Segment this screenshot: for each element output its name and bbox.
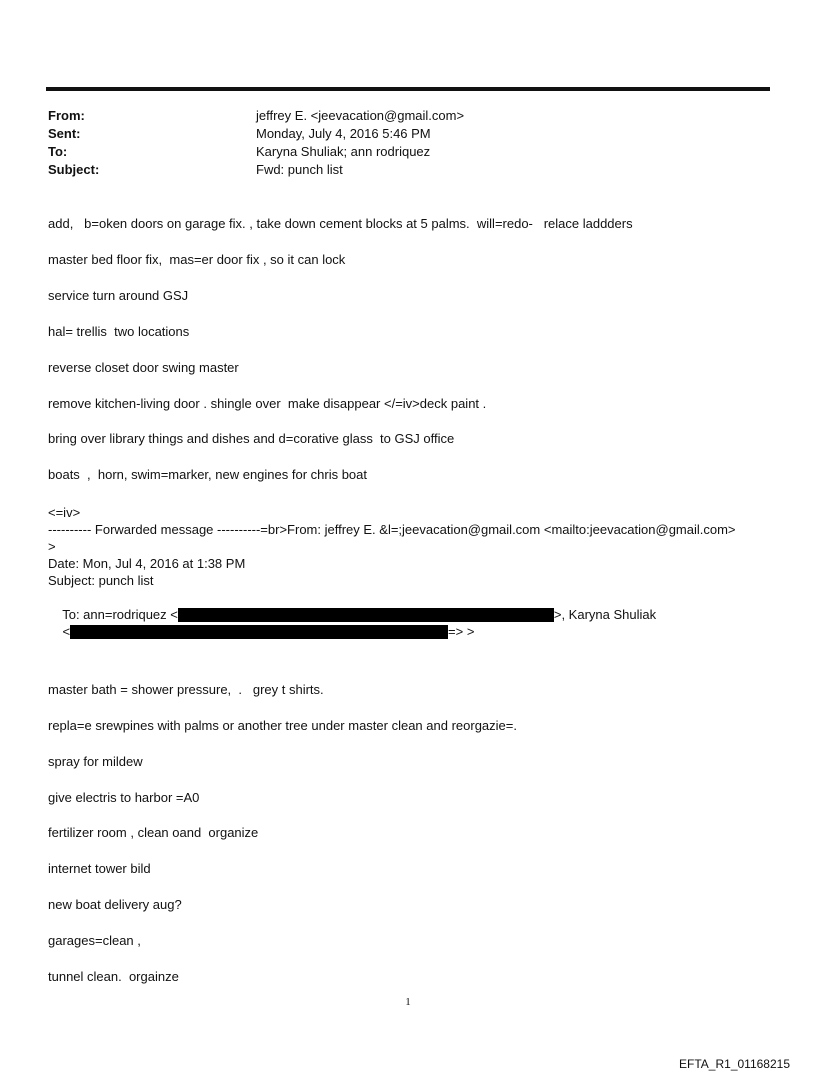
to-row: [48, 143, 768, 161]
body-line: garages=clean ,: [48, 933, 141, 948]
sent-value: Monday, July 4, 2016 5:46 PM: [256, 126, 431, 141]
forwarded-header-line: ---------- Forwarded message ----------=br>From: jeffrey E. &l=;jeevacation@gmail.com <mailto:jeevacation@gmail.com>: [48, 522, 736, 537]
body-line: give electris to harbor =A0: [48, 790, 200, 805]
subject-row: [48, 161, 768, 179]
to-label: To:: [48, 144, 68, 159]
forwarded-last-line: [48, 606, 778, 639]
forwarded-div-tag: <=iv>: [48, 505, 81, 520]
body-line: tunnel clean. orgainze: [48, 969, 179, 984]
body-line: boats , horn, swim=marker, new engines for chris boat: [48, 467, 368, 482]
document-id: EFTA_R1_01168215: [679, 1057, 790, 1071]
body-line: master bed floor fix, mas=er door fix , so it can lock: [48, 252, 346, 267]
body-line: hal= trellis two locations: [48, 324, 190, 339]
body-line: repla=e srewpines with palms or another tree under master clean and reorgazie=.: [48, 718, 517, 733]
body-line: add, b=oken doors on garage fix. , take down cement blocks at 5 palms. will=redo- relace laddders: [48, 216, 633, 231]
body-line: new boat delivery aug?: [48, 897, 182, 912]
top-divider: [46, 87, 770, 91]
body-line: fertilizer room , clean oand organize: [48, 825, 259, 840]
forwarded-to-prefix: To: ann=rodriquez <: [62, 607, 178, 622]
body-line: remove kitchen-living door . shingle over make disappear </=iv>deck paint .: [48, 396, 487, 411]
forwarded-to-middle: >, Karyna Shuliak: [553, 607, 657, 622]
page-number: 1: [405, 996, 411, 1008]
body-line: reverse closet door swing master: [48, 360, 239, 375]
subject-value: Fwd: punch list: [256, 162, 343, 177]
sent-label: Sent:: [48, 126, 81, 141]
forwarded-last-suffix: => >: [448, 624, 475, 639]
body-line: bring over library things and dishes and d=corative glass to GSJ office: [48, 431, 455, 446]
body-line: spray for mildew: [48, 754, 143, 769]
to-value: Karyna Shuliak; ann rodriquez: [256, 144, 431, 159]
sent-row: [48, 125, 768, 143]
forwarded-to-line: [48, 589, 778, 622]
redaction-bar: [70, 625, 448, 639]
from-value: jeffrey E. <jeevacation@gmail.com>: [256, 108, 465, 123]
body-line: master bath = shower pressure, . grey t shirts.: [48, 682, 324, 697]
forwarded-subject: Subject: punch list: [48, 573, 154, 588]
email-header: [48, 107, 768, 179]
forwarded-message: [48, 504, 778, 639]
forwarded-date: Date: Mon, Jul 4, 2016 at 1:38 PM: [48, 556, 246, 571]
forwarded-bracket-line: >: [48, 539, 56, 554]
body-line: internet tower bild: [48, 861, 151, 876]
forwarded-last-prefix: <: [62, 624, 71, 639]
from-row: [48, 107, 768, 125]
subject-label: Subject:: [48, 162, 100, 177]
body-line: service turn around GSJ: [48, 288, 189, 303]
from-label: From:: [48, 108, 85, 123]
